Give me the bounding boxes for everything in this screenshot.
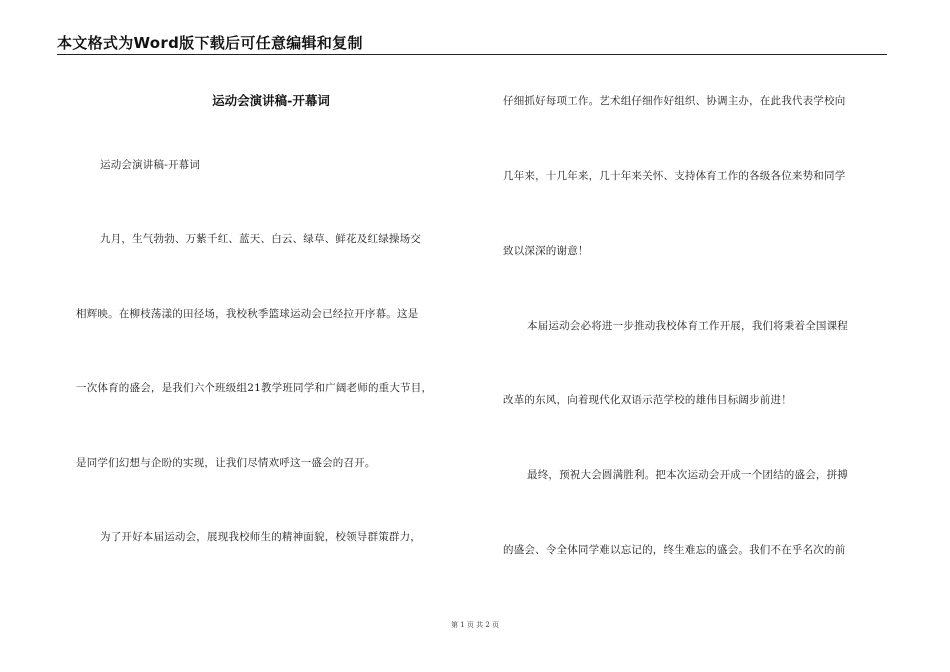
header-text: 本文格式为Word版下载后可任意编辑和复制 (57, 34, 363, 52)
paragraph-line: 仔细抓好每项工作。艺术组仔细作好组织、协调主办，在此我代表学校向 (503, 95, 846, 107)
paragraph-line: 的盛会、令全体同学难以忘记的，终生难忘的盛会。我们不在乎名次的前 (503, 544, 846, 556)
page-header (57, 28, 887, 55)
paragraph-line: 改革的东风，向着现代化双语示范学校的雄伟目标阔步前进！ (503, 394, 792, 406)
paragraph-line: 本届运动会必将进一步推动我校体育工作开展，我们将秉着全国课程 (527, 320, 848, 332)
paragraph-line: 致以深深的谢意！ (503, 245, 589, 257)
page-number: 第 1 页 共 2 页 (450, 621, 500, 629)
paragraph-line: 为了开好本届运动会，展现我校师生的精神面貌，校领导群策群力， (100, 531, 421, 543)
paragraph-line: 运动会演讲稿-开幕词 (100, 159, 201, 171)
paragraph-line: 几年来，十几年来，几十年来关怀、支持体育工作的各级各位来势和同学 (503, 170, 846, 182)
paragraph-line: 一次体育的盛会，是我们六个班级组21教学班同学和广阔老师的重大节目， (76, 382, 433, 394)
paragraph-line: 九月，生气勃勃、万紫千红、蓝天、白云、绿草、鲜花及红绿操场交 (100, 233, 421, 245)
paragraph-line: 是同学们幻想与企盼的实现，让我们尽情欢呼这一盛会的召开。 (76, 457, 376, 469)
paragraph-line: 最终，预祝大会圆满胜利。把本次运动会开成一个团结的盛会，拼搏 (527, 469, 848, 481)
document-title: 运动会演讲稿-开幕词 (212, 93, 330, 108)
paragraph-line: 相辉映。在柳枝荡漾的田径场，我校秋季篮球运动会已经拉开序幕。这是 (76, 308, 419, 320)
